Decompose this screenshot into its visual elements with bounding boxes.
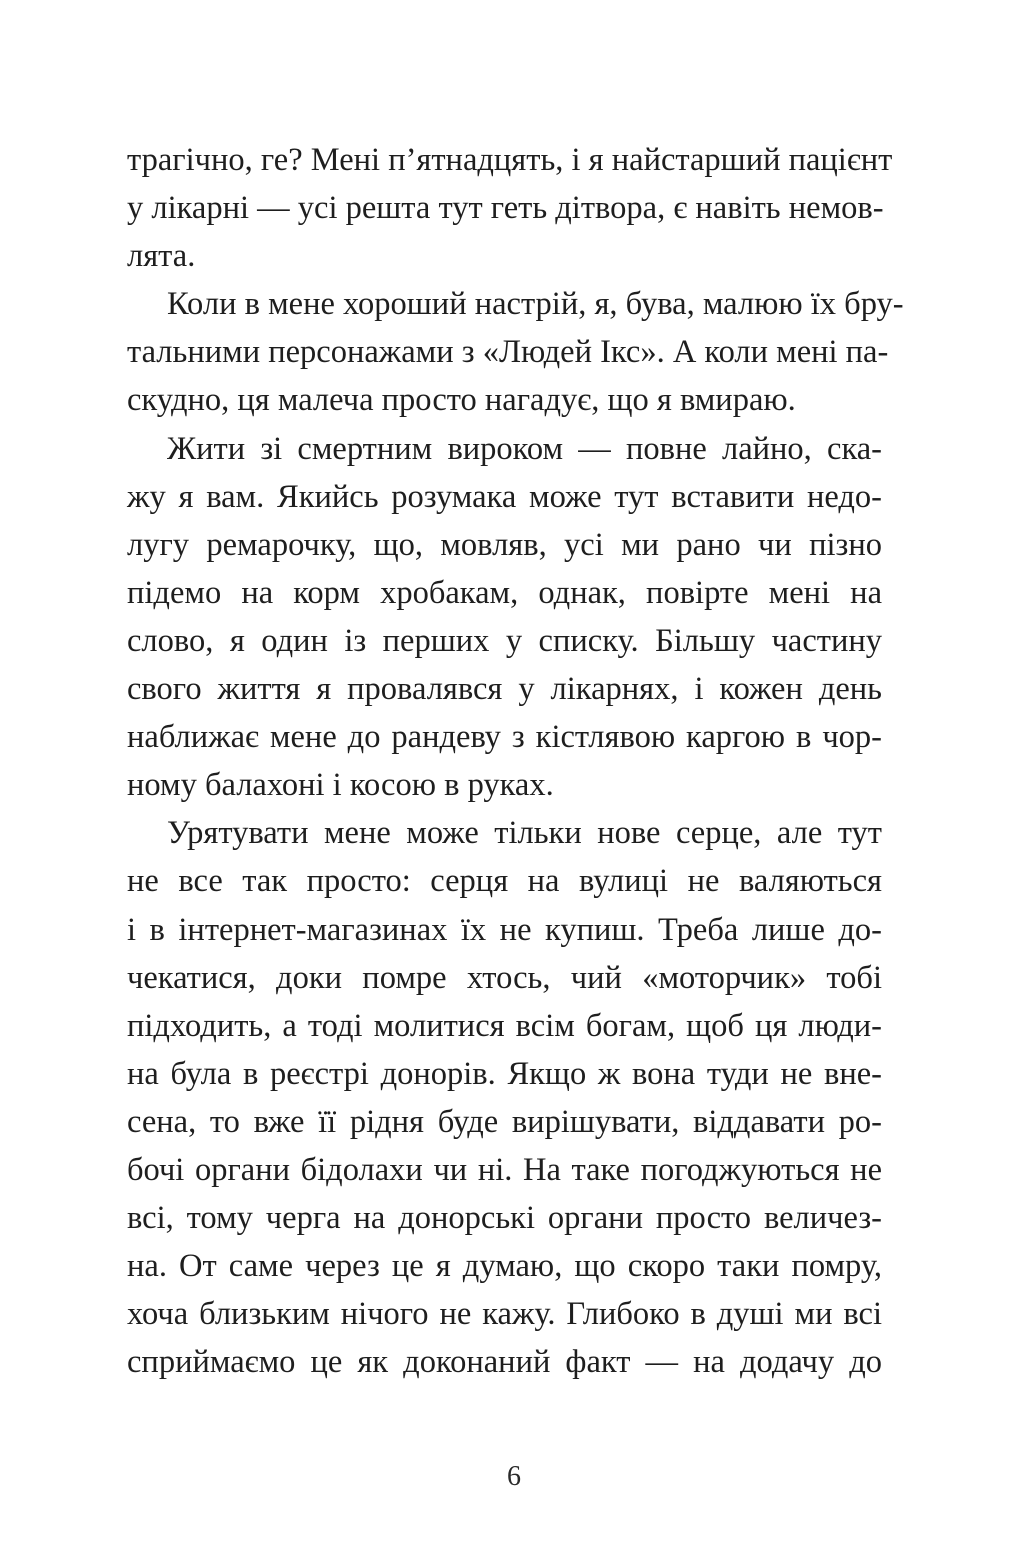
text-line: сена, то вже її рідня буде вирішувати, віддавати ро- <box>127 1103 882 1140</box>
text-line: на була в реєстрі донорів. Якщо ж вона туди не вне- <box>127 1055 882 1092</box>
text-line: лята. <box>127 238 196 275</box>
text-line: підходить, а тоді молитися всім богам, щоб ця люди- <box>127 1007 882 1044</box>
text-line: трагічно, ге? Мені п’ятнадцять, і я найстарший пацієнт <box>127 142 893 178</box>
text-line: у лікарні — усі решта тут геть дітвора, є навіть немов- <box>127 190 884 227</box>
text-line: Жити зі смертним вироком — повне лайно, ска- <box>167 430 882 467</box>
text-line: сприймаємо це як доконаний факт — на додачу до <box>127 1344 882 1381</box>
text-line: Коли в мене хороший настрій, я, бува, малюю їх бру- <box>167 286 904 323</box>
text-line: свого життя я провалявся у лікарнях, і кожен день <box>127 671 882 708</box>
text-line: підемо на корм хробакам, однак, повірте мені на <box>127 574 882 611</box>
page-number: 6 <box>507 1461 521 1492</box>
text-line: лугу ремарочку, що, мовляв, усі ми рано чи пізно <box>127 526 882 563</box>
text-line: наближає мене до рандеву з кістлявою каргою в чор- <box>127 719 882 756</box>
body-text <box>127 136 904 1386</box>
text-line: слово, я один із перших у списку. Більшу частину <box>127 622 882 659</box>
text-line: і в інтернет-магазинах їх не купиш. Треба лише до- <box>127 911 882 948</box>
text-line: ному балахоні і косою в руках. <box>127 767 554 804</box>
text-line: скудно, ця малеча просто нагадує, що я вмираю. <box>127 382 796 419</box>
text-line: не все так просто: серця на вулиці не валяються <box>127 863 882 900</box>
text-line: тальними персонажами з «Людей Ікс». А коли мені па- <box>127 334 889 371</box>
text-line: бочі органи бідолахи чи ні. На таке погоджуються не <box>127 1151 882 1188</box>
text-line: чекатися, доки помре хтось, чий «моторчик» тобі <box>127 959 882 996</box>
text-line: Урятувати мене може тільки нове серце, але тут <box>167 815 882 852</box>
text-line: жу я вам. Якийсь розумака може тут вставити недо- <box>127 478 882 515</box>
text-line: хоча близьким нічого не кажу. Глибоко в душі ми всі <box>127 1296 882 1333</box>
text-line: всі, тому черга на донорські органи просто величез- <box>127 1200 882 1237</box>
text-line: на. От саме через це я думаю, що скоро таки помру, <box>127 1248 882 1285</box>
